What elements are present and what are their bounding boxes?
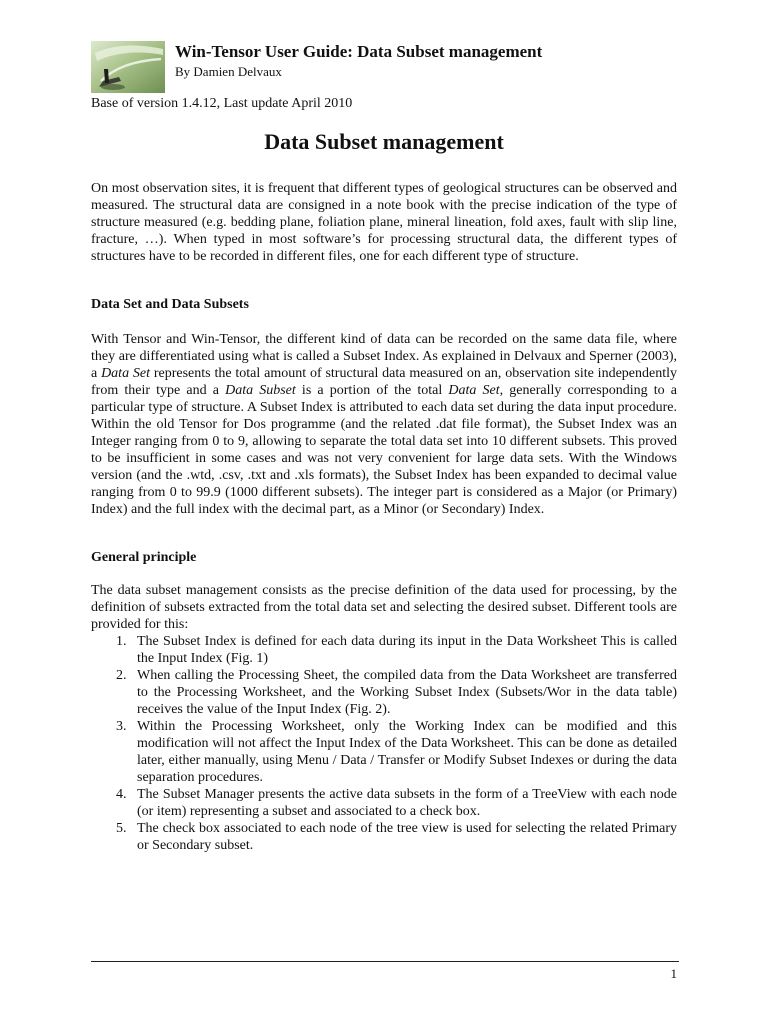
list-number: 4. xyxy=(116,787,127,802)
emphasis-data-set: Data Set xyxy=(101,366,151,381)
text-span: represents the total amount of structural data measured on an, observation site independently from their type and a xyxy=(91,366,677,398)
footer-divider xyxy=(91,961,679,962)
intro-paragraph: On most observation sites, it is frequent that different types of geological structures can be observed and measured. The structural data are consigned in a note book with the precise indication of the type of structure measured (e.g. bedding plane, foliation plane, mineral lineation, fold axes, fault with slip line, fracture, …). When typed in most software’s for processing structural data, the different types of structures have to be recorded in different files, one for each different type of structure. xyxy=(91,181,677,264)
list-item xyxy=(91,633,677,667)
list-text: The check box associated to each node of the tree view is used for selecting the related Primary or Secondary subset. xyxy=(137,821,677,853)
general-principle-paragraph: The data subset management consists as the precise definition of the data used for processing, by the definition of subsets extracted from the total data set and selecting the desired subset. Different tools are provided for this: xyxy=(91,583,677,632)
list-number: 5. xyxy=(116,821,127,836)
text-span: With Tensor and Win-Tensor, the different kind of data can be recorded on the same data file, where they are differentiated using what is called a Subset Index. As explained in Delvaux and Sperner (2003), a xyxy=(91,332,677,381)
numbered-list xyxy=(91,633,677,854)
emphasis-data-set: Data Set xyxy=(448,383,500,398)
header-title: Win-Tensor User Guide: Data Subset management xyxy=(175,42,543,61)
page-header xyxy=(91,41,681,95)
emphasis-data-subset: Data Subset xyxy=(225,383,296,398)
list-item xyxy=(91,718,677,786)
page-number: 1 xyxy=(670,966,677,981)
list-text: Within the Processing Worksheet, only the Working Index can be modified and this modification will not affect the Input Index of the Data Worksheet. This can be done as detailed later, either manually, using Menu / Data / Transfer or Modify Subset Indexes or during the data separation procedures. xyxy=(137,719,677,785)
list-item xyxy=(91,667,677,718)
list-number: 1. xyxy=(116,634,127,649)
text-span: , generally corresponding to a particular type of structure. A Subset Index is attributed to each data set during the data input procedure. Within the old Tensor for Dos programme (and the related .dat file format), the Subset Index was an Integer ranging from 0 to 9, allowing to separate the total data set into 10 different subsets. This proved to be insufficient in some cases and was not very convenient for large data sets. With the Windows version (and the .wtd, .csv, .txt and .xls formats), the Subset Index has been expanded to decimal value ranging from 0 to 99.9 (1000 different subsets). The integer part is considered as a Major (or Primary) Index) and the full index with the decimal part, as a Minor (or Secondary) Index. xyxy=(91,383,677,517)
document-title: Data Subset management xyxy=(264,129,504,154)
data-set-paragraph xyxy=(91,331,677,518)
section-heading-general-principle: General principle xyxy=(91,550,197,565)
list-number: 3. xyxy=(116,719,127,734)
list-number: 2. xyxy=(116,668,127,683)
wintensor-logo-icon xyxy=(91,41,165,93)
list-item xyxy=(91,786,677,820)
list-text: The Subset Manager presents the active data subsets in the form of a TreeView with each node (or item) representing a subset and associated to a check box. xyxy=(137,787,677,819)
section-heading-data-set: Data Set and Data Subsets xyxy=(91,297,249,312)
list-text: The Subset Index is defined for each data during its input in the Data Worksheet This is called the Input Index (Fig. 1) xyxy=(137,634,677,666)
header-author: By Damien Delvaux xyxy=(175,64,282,79)
list-text: When calling the Processing Sheet, the compiled data from the Data Worksheet are transferred to the Processing Worksheet, and the Working Subset Index (Subsets/Wor in the data table) receives the value of the Input Index (Fig. 2). xyxy=(137,668,677,717)
text-span: is a portion of the total xyxy=(295,383,449,398)
version-line: Base of version 1.4.12, Last update April 2010 xyxy=(91,96,353,111)
list-item xyxy=(91,820,677,854)
